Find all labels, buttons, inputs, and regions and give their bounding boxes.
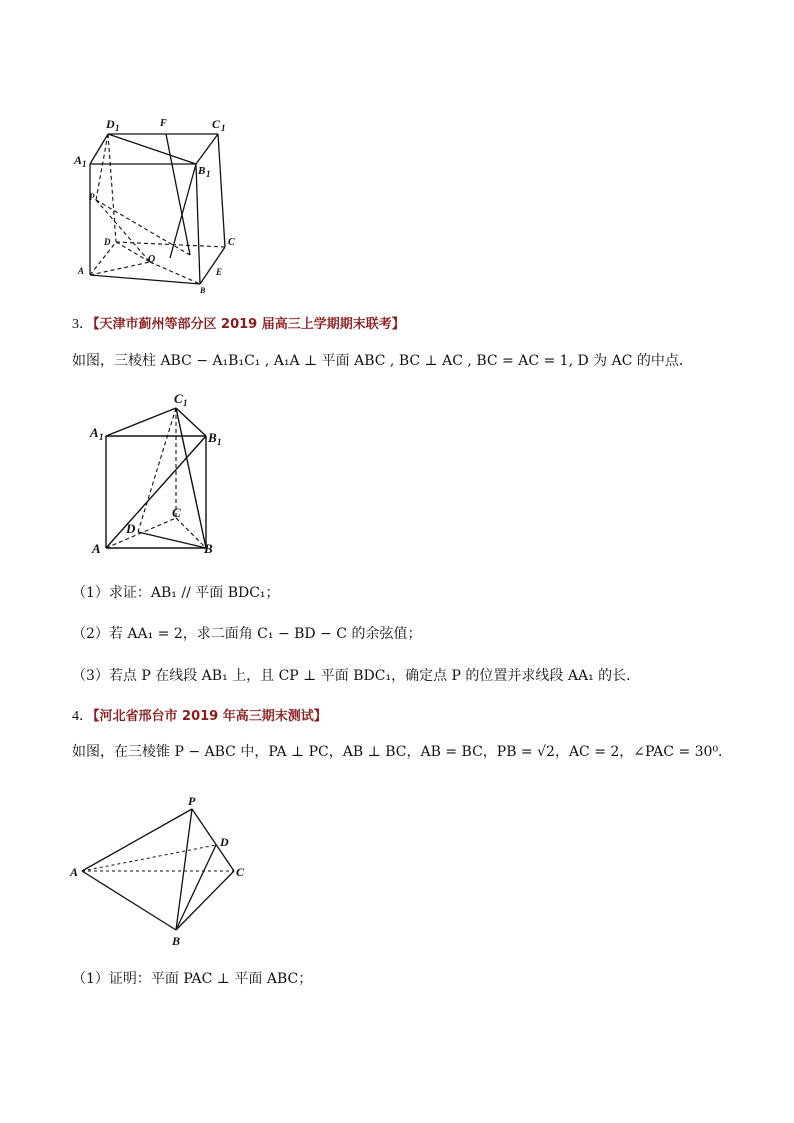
figure-2-triangular-prism — [88, 390, 238, 560]
label-A1: A — [90, 425, 99, 440]
label-B: B — [200, 286, 206, 295]
label-Q: Q — [148, 254, 156, 265]
problem-3-question-2: （2）若 AA₁ = 2，求二面角 C₁ − BD − C 的余弦值； — [72, 626, 422, 642]
label-B1: B — [208, 430, 217, 445]
label-C1-sub: 1 — [221, 123, 226, 133]
problem-4-statement: 如图，在三棱锥 P − ABC 中，PA ⊥ PC，AB ⊥ BC，AB = BC，PB = √2，AC = 2，∠PAC = 30⁰． — [72, 744, 733, 760]
label-A: A — [70, 865, 79, 879]
label-C: C — [172, 505, 181, 520]
problem-3-statement: 如图，三棱柱 ABC − A₁B₁C₁ , A₁A ⊥ 平面 ABC , BC ⊥ AC , BC = AC = 1, D 为 AC 的中点． — [72, 353, 693, 369]
problem-4-header — [72, 706, 327, 727]
figure-3-svg — [68, 795, 258, 950]
figure-3-pyramid — [68, 795, 258, 950]
label-A1: A — [74, 153, 83, 167]
label-C: C — [236, 865, 245, 879]
label-D1: D — [106, 117, 115, 131]
label-D: D — [104, 237, 111, 247]
label-B1: B — [198, 165, 206, 177]
label-A1-sub: 1 — [99, 432, 104, 442]
problem-4-source: 【河北省邢台市 2019 年高三期末测试】 — [93, 709, 327, 724]
label-B: B — [204, 541, 213, 556]
label-D: D — [126, 521, 136, 536]
label-P: P — [89, 192, 95, 202]
label-P: P — [188, 795, 196, 808]
problem-3-question-3: （3）若点 P 在线段 AB₁ 上，且 CP ⊥ 平面 BDC₁，确定点 P 的位置并求线段 AA₁ 的长． — [72, 668, 641, 684]
label-C1: C — [212, 117, 221, 131]
problem-4-question-1: （1）证明：平面 PAC ⊥ 平面 ABC； — [72, 971, 313, 987]
label-A1-sub: 1 — [82, 159, 87, 169]
label-E: E — [216, 267, 223, 277]
problem-3-question-1: （1）求证：AB₁ // 平面 BDC₁； — [72, 585, 280, 601]
label-D: D — [220, 835, 229, 849]
label-C: C — [228, 237, 235, 248]
figure-1-svg — [70, 112, 250, 297]
figure-2-svg — [88, 390, 238, 560]
figure-1-prism — [70, 112, 250, 297]
label-C1: C — [174, 391, 183, 406]
label-A: A — [92, 541, 101, 556]
label-B1-sub: 1 — [206, 169, 211, 179]
label-A: A — [78, 266, 85, 276]
label-B: B — [172, 934, 181, 948]
problem-3-header — [72, 314, 405, 335]
label-C1-sub: 1 — [183, 398, 188, 408]
label-B1-sub: 1 — [217, 437, 222, 447]
problem-3-source: 【天津市蓟州等部分区 2019 届高三上学期期末联考】 — [93, 317, 405, 332]
problem-4-number: 4． — [72, 709, 93, 724]
problem-3-number: 3． — [72, 317, 93, 332]
label-F: F — [160, 118, 167, 129]
label-D1-sub: 1 — [115, 123, 120, 133]
